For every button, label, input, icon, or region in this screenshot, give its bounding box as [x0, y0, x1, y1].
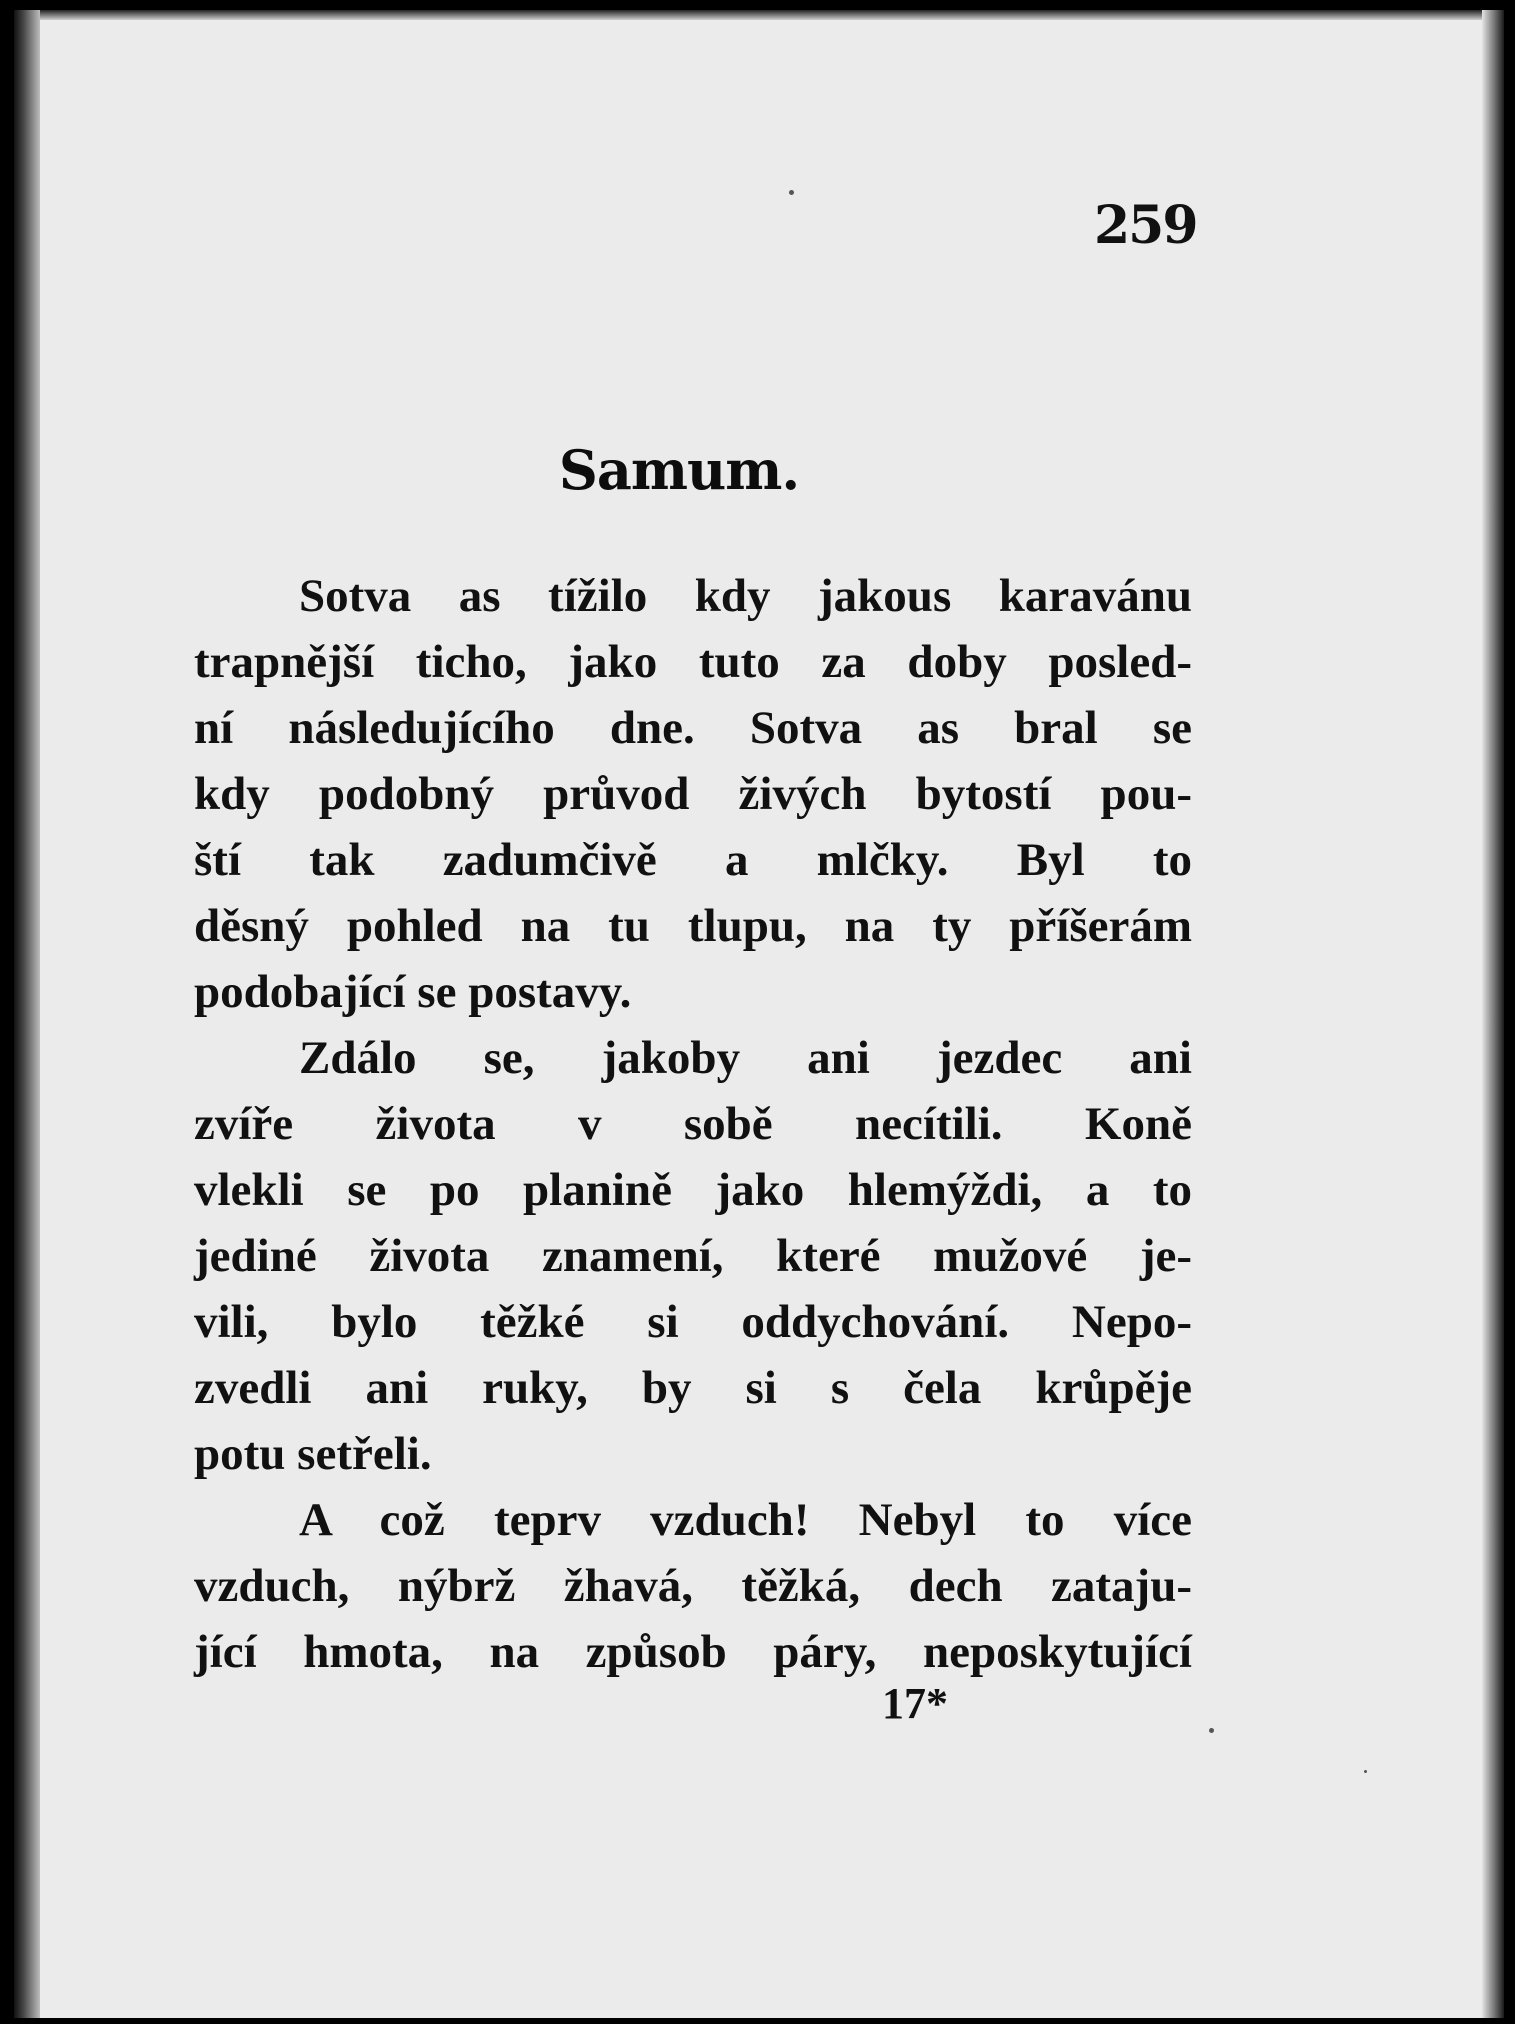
- chapter-title: Samum.: [558, 438, 800, 502]
- text-line: podobající se postavy.: [194, 966, 632, 1018]
- paragraph-3: [194, 1487, 1192, 1685]
- text-line: děsný pohled na tu tlupu, na ty příšerám: [194, 900, 1192, 952]
- body-text: [194, 563, 1192, 1685]
- paragraph-1: [194, 563, 1192, 1025]
- text-line: A což teprv vzduch! Nebyl to více: [299, 1494, 1192, 1546]
- printer-signature: 17*: [882, 1679, 948, 1728]
- ink-speck: [789, 190, 794, 195]
- ink-speck: [1209, 1728, 1214, 1733]
- text-line: vlekli se po planině jako hlemýždi, a to: [194, 1164, 1192, 1216]
- text-line: zvedli ani ruky, by si s čela krůpěje: [194, 1362, 1192, 1414]
- text-line: jediné života znamení, které mužové je-: [194, 1230, 1192, 1282]
- text-line: potu setřeli.: [194, 1428, 432, 1480]
- text-line: vili, bylo těžké si oddychování. Nepo-: [194, 1296, 1192, 1348]
- ink-speck: [1364, 1770, 1367, 1773]
- text-line: ští tak zadumčivě a mlčky. Byl to: [194, 834, 1192, 886]
- text-line: Sotva as tížilo kdy jakous karavánu: [299, 570, 1192, 622]
- text-line: vzduch, nýbrž žhavá, těžká, dech zataju-: [194, 1560, 1192, 1612]
- page-number: 259: [1094, 195, 1197, 256]
- text-line: Zdálo se, jakoby ani jezdec ani: [299, 1032, 1192, 1084]
- book-page: [14, 10, 1504, 2018]
- paragraph-2: [194, 1025, 1192, 1487]
- text-line: trapnější ticho, jako tuto za doby posled-: [194, 636, 1192, 688]
- text-line: kdy podobný průvod živých bytostí pou-: [194, 768, 1192, 820]
- text-line: zvíře života v sobě necítili. Koně: [194, 1098, 1192, 1150]
- text-line: ní následujícího dne. Sotva as bral se: [194, 702, 1192, 754]
- page-right-edge: [1482, 10, 1504, 2018]
- page-left-edge: [14, 10, 40, 2018]
- text-line: jící hmota, na způsob páry, neposkytující: [194, 1626, 1192, 1678]
- bleed-through-shadow: [194, 310, 1214, 380]
- page-top-edge: [14, 10, 1504, 20]
